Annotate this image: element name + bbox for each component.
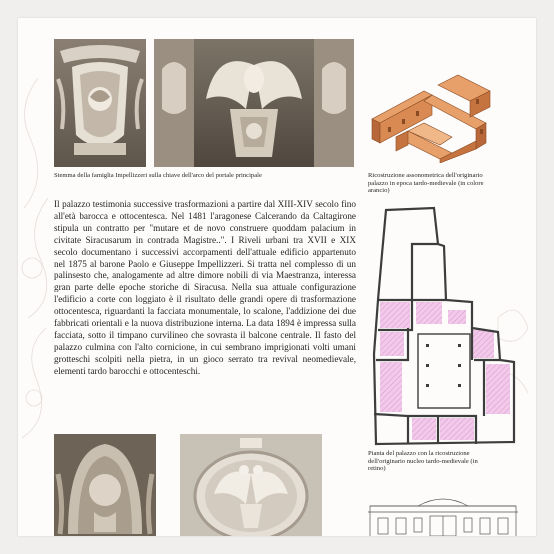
document-page — [18, 18, 536, 536]
axonometric-caption: Ricostruzione assonometrica dell'originario palazzo in epoca tardo-medievale (in colore arancio) — [368, 172, 484, 195]
plan-caption: Pianta del palazzo con la ricostruzione dell'originario nucleo tardo-medievale (in retino) — [368, 450, 478, 473]
body-text — [54, 199, 356, 378]
portal-caption: Stemma della famiglia Impellizzeri sulla chiave dell'arco del portale principale — [54, 172, 262, 179]
floor-plan-drawing — [368, 204, 518, 446]
coat-of-arms-photo — [54, 39, 146, 167]
axonometric-drawing — [368, 67, 496, 163]
bottom-eagle-medallion — [180, 434, 322, 536]
facade-elevation-drawing — [368, 492, 518, 536]
bottom-relief-photo — [54, 434, 156, 536]
eagle-keystone-photo — [154, 39, 354, 167]
body-paragraph: Il palazzo testimonia successive trasformazioni a partire dal XIII-XIV secolo fino all'età barocca e ottocentesca. Nel 1481 l'aragonese Calcerando da Caltagirone stipula un contratto per "mutare et de novo construere quoddam palacium in civitate Siracusarum in contrada Magistre..". I Riveli urbani tra XVII e XIX secolo documentano i successivi accorpamenti dell'attuale edificio appartenuto nel 1875 al barone Paolo e Giuseppe Impellizzeri. Si tratta nel complesso di un palinsesto che, analogamente ad altre dimore nobili di via Maestranza, interessa gran parte delle epoche storiche di Siracusa. Nella sua attuale configurazione l'edificio a corte con loggiato è il risultato delle grandi opere di trasformazione ottocentesca, riguardanti la facciata monumentale, lo scalone, l'addizione dei due fabbricati orientali e la nuova distribuzione interna. La data 1894 è impressa sulla facciata, sotto il timpano curvilineo che sovrasta il balcone centrale. Il fasto del palazzo culmina con l'alto cornicione, in cui sembrano imprigionati volti umani grotteschi scolpiti nella pietra, in un gioco serrato tra revival neomedievale, elementi tardo barocchi e ottocenteschi. — [54, 199, 356, 376]
